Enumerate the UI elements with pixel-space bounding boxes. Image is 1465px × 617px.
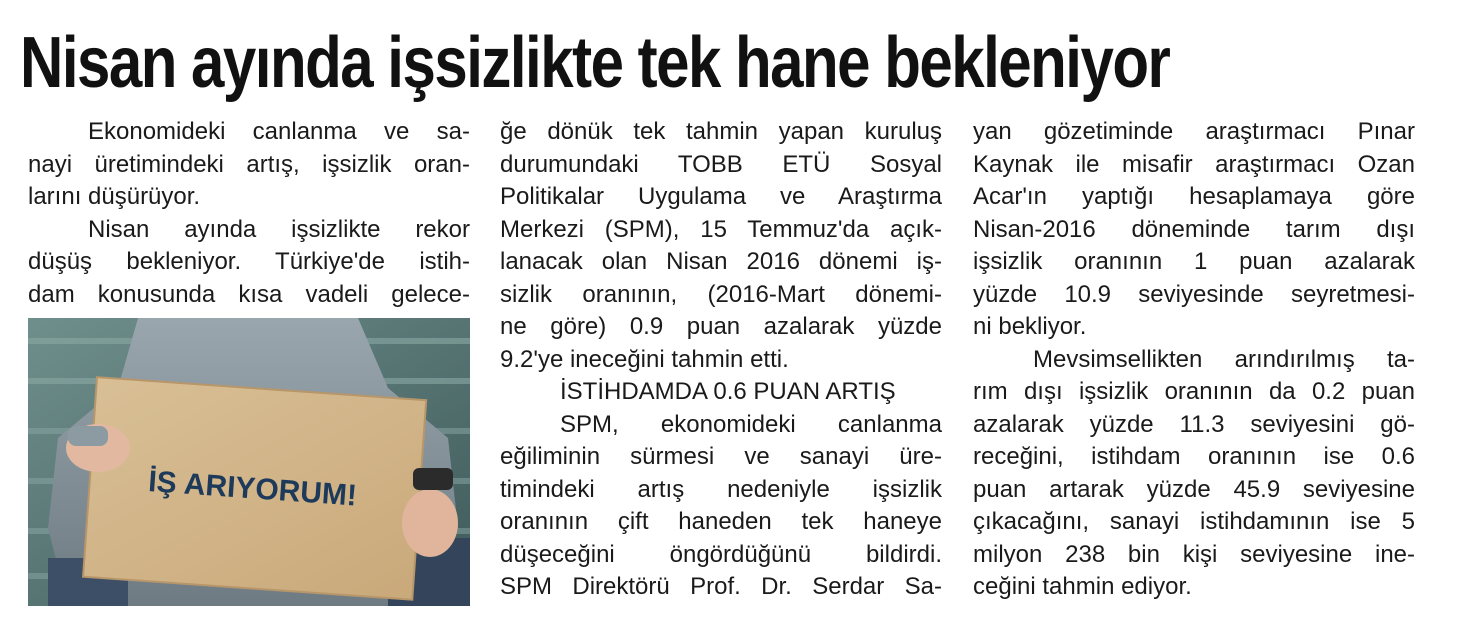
text-line: Kaynak ile misafir araştırmacı Ozan bbox=[973, 150, 1415, 178]
sign-text: İŞ ARIYORUM! bbox=[147, 465, 358, 513]
text-line: ne göre) 0.9 puan azalarak yüzde bbox=[500, 313, 942, 340]
subheading: İSTİHDAMDA 0.6 PUAN ARTIŞ bbox=[560, 378, 896, 405]
article-column-3 bbox=[973, 116, 1415, 604]
text-line: çıkacağını, sanayi istihdamının ise 5 bbox=[973, 508, 1415, 535]
text-line: yan gözetiminde araştırmacı Pınar bbox=[973, 118, 1415, 145]
text-line: ni bekliyor. bbox=[973, 313, 1087, 340]
text-line: ğe dönük tek tahmin yapan kuruluş bbox=[500, 118, 942, 145]
text-line: receğini, istihdam oranının ise 0.6 bbox=[973, 443, 1415, 470]
text-line: Nisan-2016 döneminde tarım dışı bbox=[973, 215, 1415, 243]
text-line: durumundaki TOBB ETÜ Sosyal bbox=[500, 150, 942, 178]
text-line: timindeki artış nedeniyle işsizlik bbox=[500, 475, 942, 503]
article-photo bbox=[28, 318, 470, 606]
text-line: düşeceğini öngördüğünü bildirdi. bbox=[500, 540, 942, 568]
text-line: Ekonomideki canlanma ve sa- bbox=[88, 118, 470, 145]
text-line: larını düşürüyor. bbox=[28, 183, 201, 210]
text-line: ceğini tahmin ediyor. bbox=[973, 573, 1192, 600]
article-column-1 bbox=[28, 116, 470, 311]
text-line: düşüş bekleniyor. Türkiye'de istih- bbox=[28, 248, 470, 275]
text-line: puan artarak yüzde 45.9 seviyesine bbox=[973, 475, 1415, 503]
text-line: yüzde 10.9 seviyesinde seyretmesi- bbox=[973, 280, 1415, 308]
text-line: işsizlik oranının 1 puan azalarak bbox=[973, 248, 1415, 275]
text-line: Acar'ın yaptığı hesaplamaya göre bbox=[973, 183, 1415, 210]
text-line: eğiliminin sürmesi ve sanayi üre- bbox=[500, 443, 942, 470]
text-line: milyon 238 bin kişi seviyesine ine- bbox=[973, 540, 1415, 568]
text-line: azalarak yüzde 11.3 seviyesini gö- bbox=[973, 410, 1415, 438]
text-line: lanacak olan Nisan 2016 dönemi iş- bbox=[500, 248, 942, 275]
text-line: 9.2'ye ineceğini tahmin etti. bbox=[500, 345, 789, 373]
text-line: SPM Direktörü Prof. Dr. Serdar Sa- bbox=[500, 573, 942, 600]
article-column-2 bbox=[500, 116, 942, 604]
text-line: dam konusunda kısa vadeli gelece- bbox=[28, 280, 470, 308]
text-line: Merkezi (SPM), 15 Temmuz'da açık- bbox=[500, 215, 942, 243]
headline: Nisan ayında işsizlikte tek hane bekleniyor bbox=[20, 22, 1170, 103]
text-line: Mevsimsellikten arındırılmış ta- bbox=[1033, 345, 1415, 373]
text-line: SPM, ekonomideki canlanma bbox=[560, 410, 942, 438]
text-line: rım dışı işsizlik oranının da 0.2 puan bbox=[973, 378, 1415, 405]
text-line: Politikalar Uygulama ve Araştırma bbox=[500, 183, 942, 210]
text-line: nayi üretimindeki artış, işsizlik oran- bbox=[28, 150, 470, 178]
text-line: Nisan ayında işsizlikte rekor bbox=[88, 215, 470, 243]
text-line: sizlik oranının, (2016-Mart dönemi- bbox=[500, 280, 942, 308]
text-line: oranının çift haneden tek haneye bbox=[500, 508, 942, 535]
